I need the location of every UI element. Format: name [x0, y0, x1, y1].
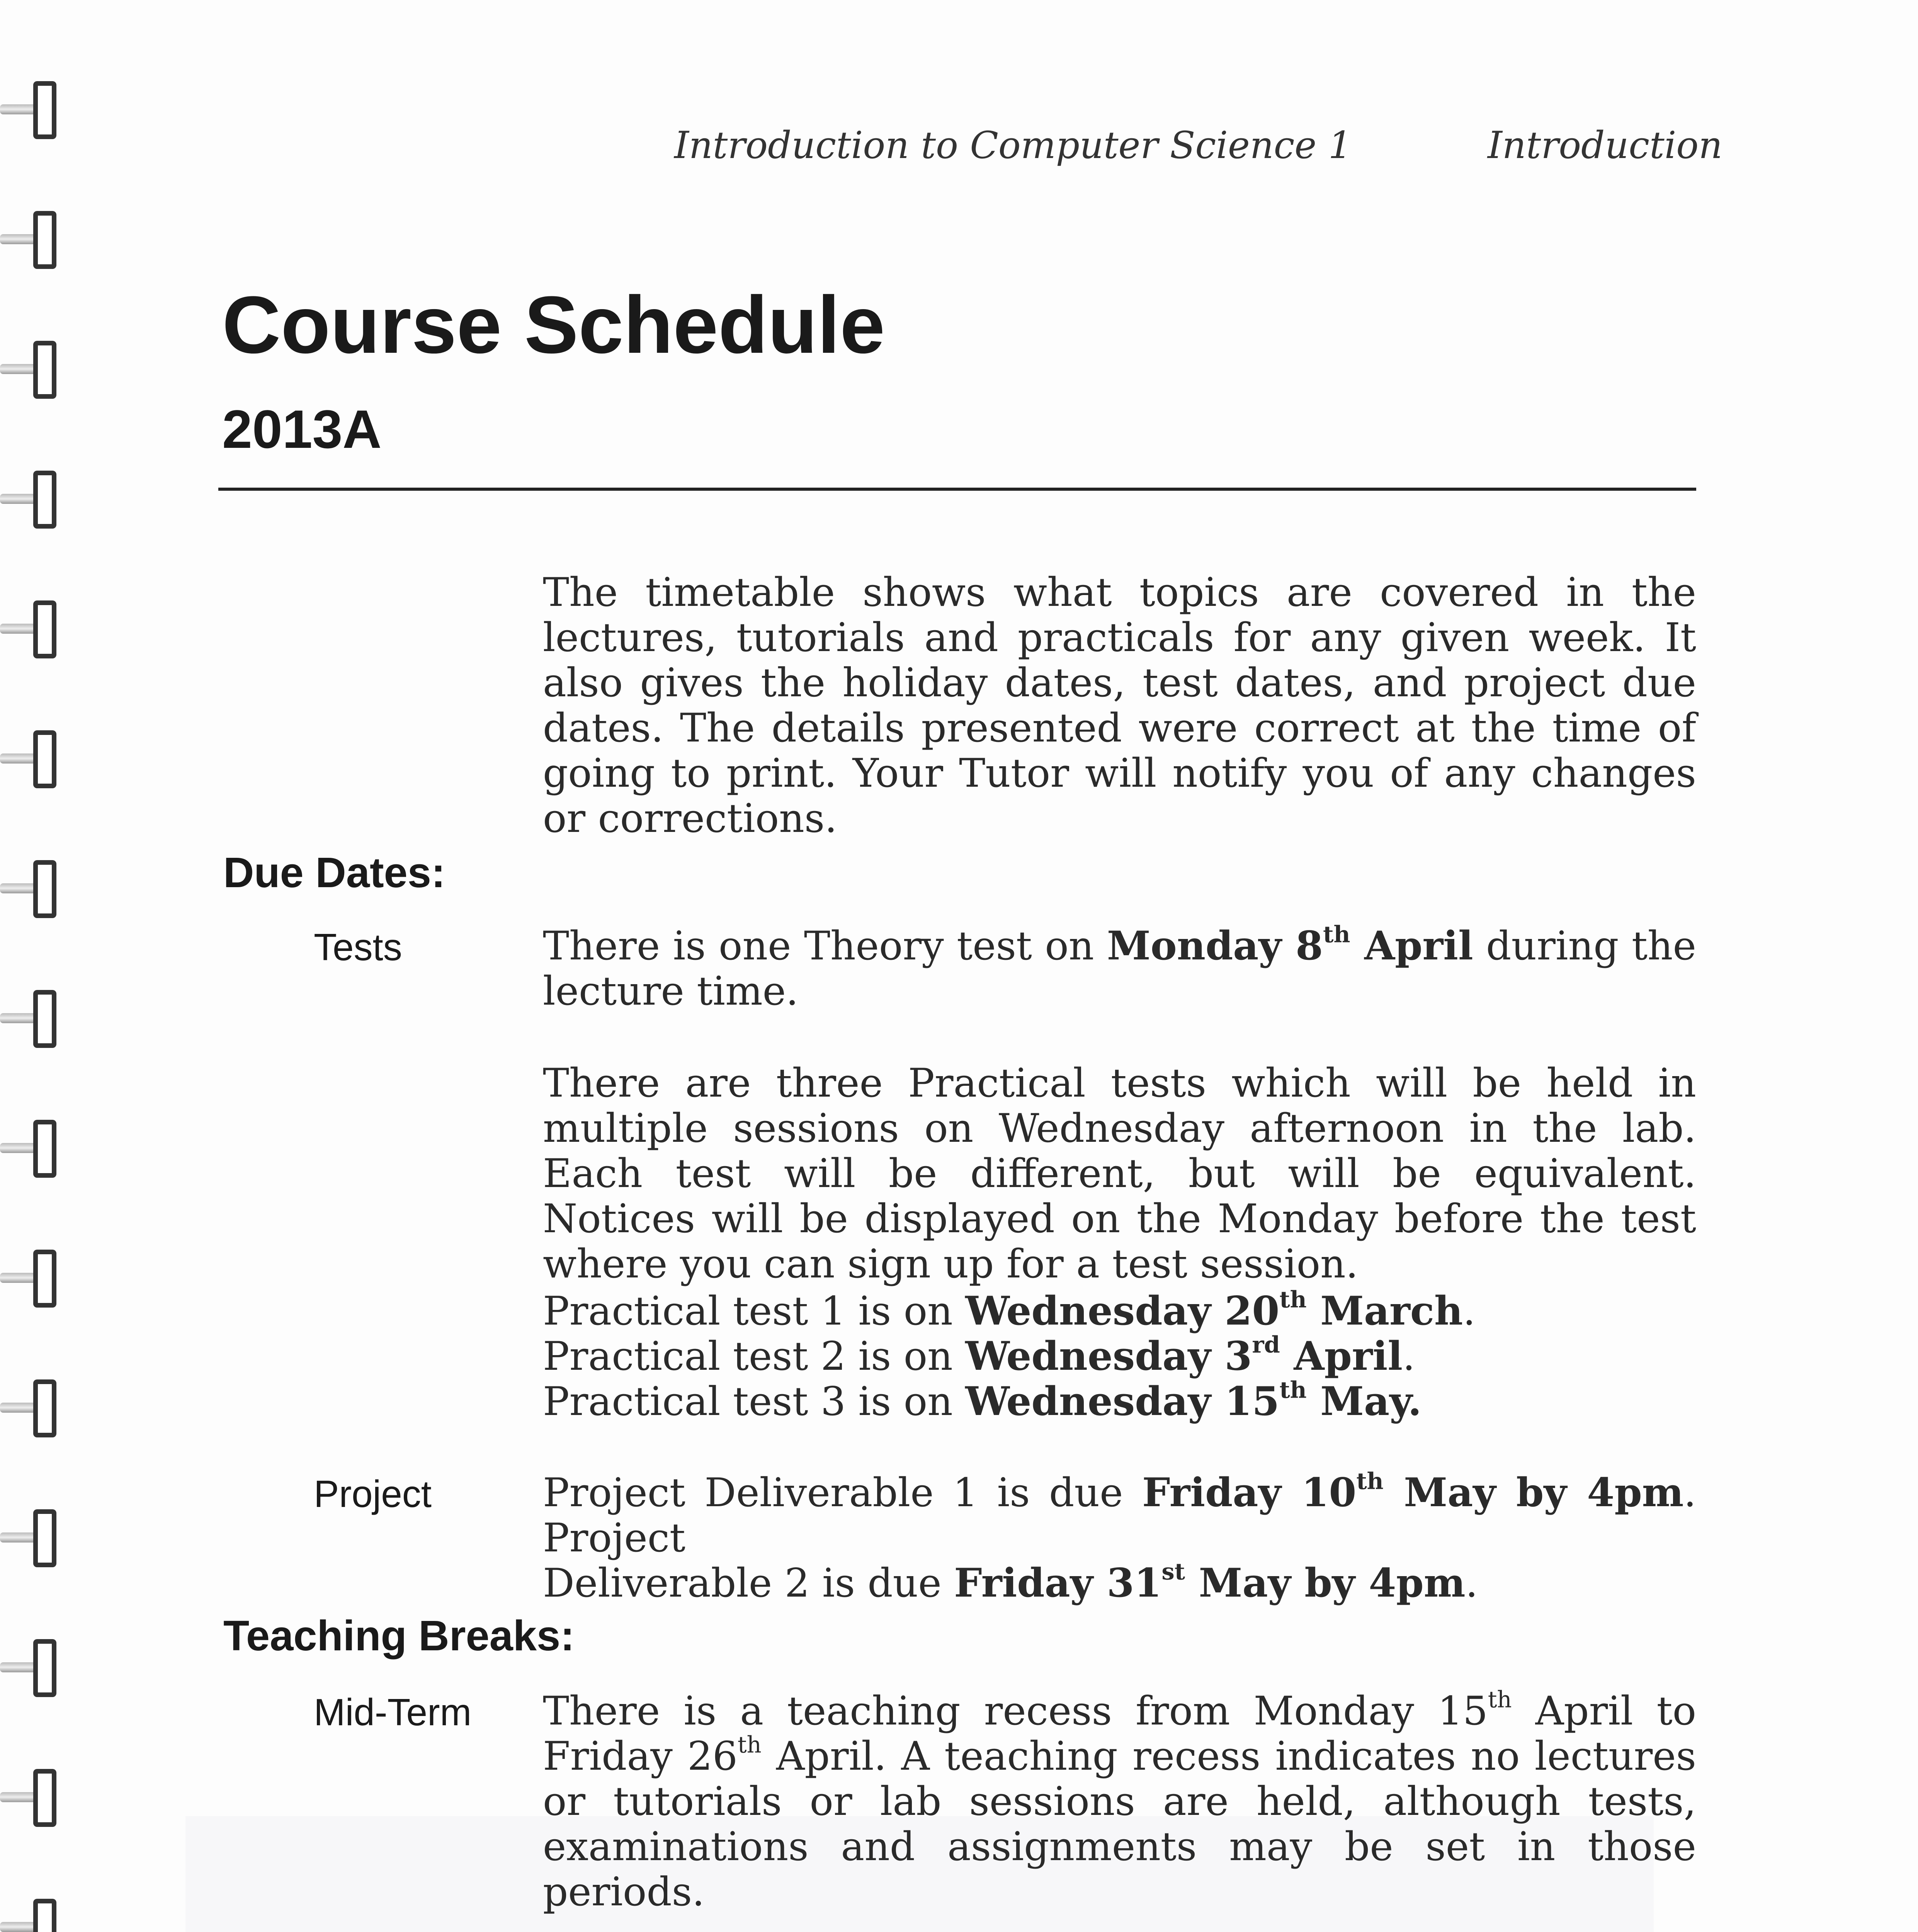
- project-label: Project: [314, 1473, 432, 1515]
- binding-hole: [33, 1250, 56, 1308]
- page-subtitle: 2013A: [222, 399, 382, 459]
- binding-wire: [0, 883, 39, 893]
- binding-hole: [33, 81, 56, 139]
- binding-hole: [33, 471, 56, 529]
- tests-label: Tests: [314, 926, 402, 968]
- binding-hole: [33, 600, 56, 658]
- intro-paragraph: The timetable shows what topics are covered in the lectures, tutorials and practicals for any given week. It also gives the holiday dates, test dates, and project due dates. The details presented were correct at the time of going to print. Your Tutor will notify you of any changes or corrections.: [543, 570, 1696, 842]
- binding-wire: [0, 104, 39, 114]
- binding-ring: [0, 1895, 58, 1932]
- title-divider: [218, 488, 1696, 491]
- binding-ring: [0, 207, 58, 273]
- project-deliverable-line-2: Deliverable 2 is due Friday 31st May by 4pm.: [543, 1558, 1478, 1606]
- binding-wire: [0, 1532, 39, 1543]
- binding-wire: [0, 1792, 39, 1802]
- binding-wire: [0, 624, 39, 634]
- binding-ring: [0, 986, 58, 1052]
- binding-ring: [0, 1246, 58, 1311]
- practical-test-1: Practical test 1 is on Wednesday 20th March.: [543, 1286, 1476, 1334]
- binding-hole: [33, 1639, 56, 1697]
- page-title: Course Schedule: [222, 279, 885, 370]
- binding-ring: [0, 856, 58, 922]
- binding-hole: [33, 211, 56, 269]
- practical-test-2: Practical test 2 is on Wednesday 3rd April.: [543, 1331, 1415, 1379]
- binding-wire: [0, 1662, 39, 1672]
- binding-hole: [33, 1769, 56, 1827]
- binding-ring: [0, 726, 58, 792]
- binding-wire: [0, 753, 39, 764]
- binding-ring: [0, 1376, 58, 1441]
- practical-test-3: Practical test 3 is on Wednesday 15th May.: [543, 1376, 1422, 1425]
- project-deliverable-line-1: Project Deliverable 1 is due Friday 10th May by 4pm. Project: [543, 1467, 1697, 1561]
- project-deliverables-paragraph: [543, 1467, 1697, 1606]
- mid-term-label: Mid-Term: [314, 1691, 472, 1733]
- binding-hole: [33, 1379, 56, 1437]
- binding-hole: [33, 1899, 56, 1932]
- binding-wire: [0, 234, 39, 244]
- binding-wire: [0, 1013, 39, 1023]
- running-header-section: Introduction: [1488, 124, 1722, 167]
- binding-wire: [0, 1143, 39, 1153]
- binding-wire: [0, 1403, 39, 1413]
- binding-ring: [0, 597, 58, 662]
- binding-ring: [0, 1116, 58, 1182]
- running-header-course: Introduction to Computer Science 1: [674, 124, 1352, 167]
- binding-ring: [0, 77, 58, 143]
- binding-hole: [33, 730, 56, 788]
- binding-hole: [33, 1120, 56, 1178]
- practical-tests-list: [543, 1286, 1696, 1425]
- spiral-binding: [0, 0, 66, 1932]
- practical-tests-info: There are three Practical tests which will be held in multiple sessions on Wednesday afternoon in the lab. Each test will be different, but will be equivalent. Notices will be displayed on the Monday before the test where you can sign up for a test session.: [543, 1060, 1696, 1287]
- binding-hole: [33, 860, 56, 918]
- teaching-breaks-heading: Teaching Breaks:: [223, 1612, 575, 1660]
- theory-test-paragraph: There is one Theory test on Monday 8th April during the lecture time.: [543, 920, 1696, 1014]
- binding-wire: [0, 1922, 39, 1932]
- due-dates-heading: Due Dates:: [223, 849, 445, 896]
- binding-ring: [0, 337, 58, 403]
- binding-hole: [33, 1509, 56, 1567]
- binding-ring: [0, 1635, 58, 1701]
- binding-ring: [0, 1765, 58, 1831]
- binding-hole: [33, 341, 56, 399]
- mid-term-paragraph: There is a teaching recess from Monday 15th April to Friday 26th April. A teaching recess indicates no lectures or tutorials or lab sessions are held, although tests, examinations and assignments may be set in those periods.: [543, 1686, 1697, 1915]
- binding-hole: [33, 990, 56, 1048]
- binding-wire: [0, 364, 39, 374]
- binding-wire: [0, 1273, 39, 1283]
- binding-wire: [0, 494, 39, 504]
- binding-ring: [0, 1505, 58, 1571]
- binding-ring: [0, 467, 58, 532]
